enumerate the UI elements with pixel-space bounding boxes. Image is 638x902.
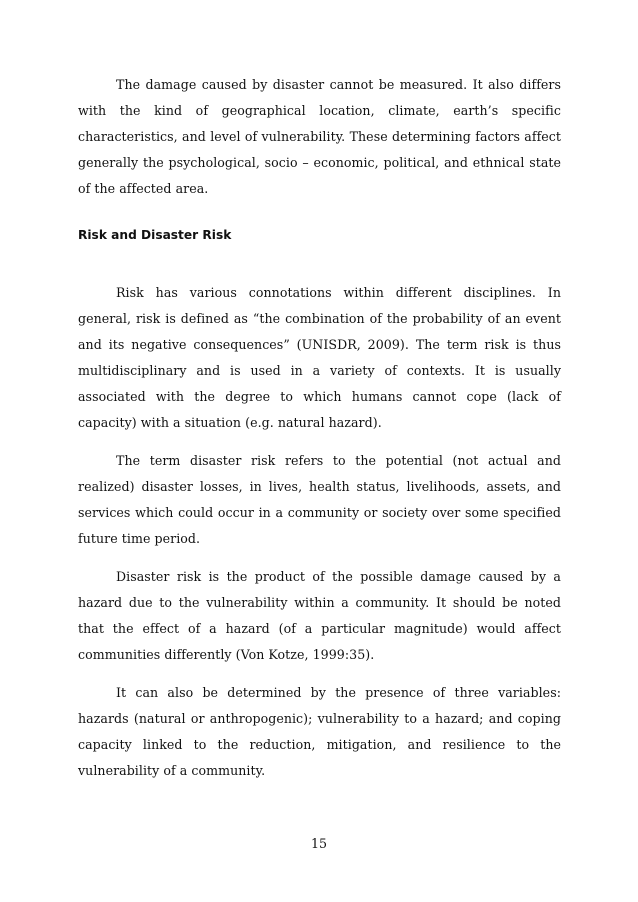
document-page [78, 72, 561, 784]
spacer [78, 668, 561, 680]
spacer [78, 552, 561, 564]
body-paragraph-4: It can also be determined by the presence of three variables: hazards (natural or anthropogenic); vulnerability to a hazard; and coping capacity linked to the reduction, mitigation, and resilience to the vulnerability of a community. [78, 685, 561, 778]
body-paragraph-3: Disaster risk is the product of the possible damage caused by a hazard due to the vulnerability within a community. It should be noted that the effect of a hazard (of a particular magnitude) would affect communities differently (Von Kotze, 1999:35). [78, 569, 561, 662]
intro-paragraph: The damage caused by disaster cannot be measured. It also differs with the kind of geographical location, climate, earth’s specific characteristics, and level of vulnerability. These determining factors affect generally the psychological, socio – economic, political, and ethnical state of the affected area. [78, 77, 561, 196]
section-heading: Risk and Disaster Risk [78, 228, 232, 242]
page-number: 15 [310, 836, 328, 851]
body-paragraph-1: Risk has various connotations within different disciplines. In general, risk is defined as “the combination of the probability of an event and its negative consequences” (UNISDR, 2009). The term risk is thus multidisciplinary and is used in a variety of contexts. It is usually associated with the degree to which humans cannot cope (lack of capacity) with a situation (e.g. natural hazard). [78, 285, 561, 430]
spacer [78, 436, 561, 448]
body-paragraph-2: The term disaster risk refers to the potential (not actual and realized) disaster losses, in lives, health status, livelihoods, assets, and services which could occur in a community or society over some specified future time period. [78, 453, 561, 546]
spacer [78, 248, 561, 280]
spacer [78, 202, 561, 222]
